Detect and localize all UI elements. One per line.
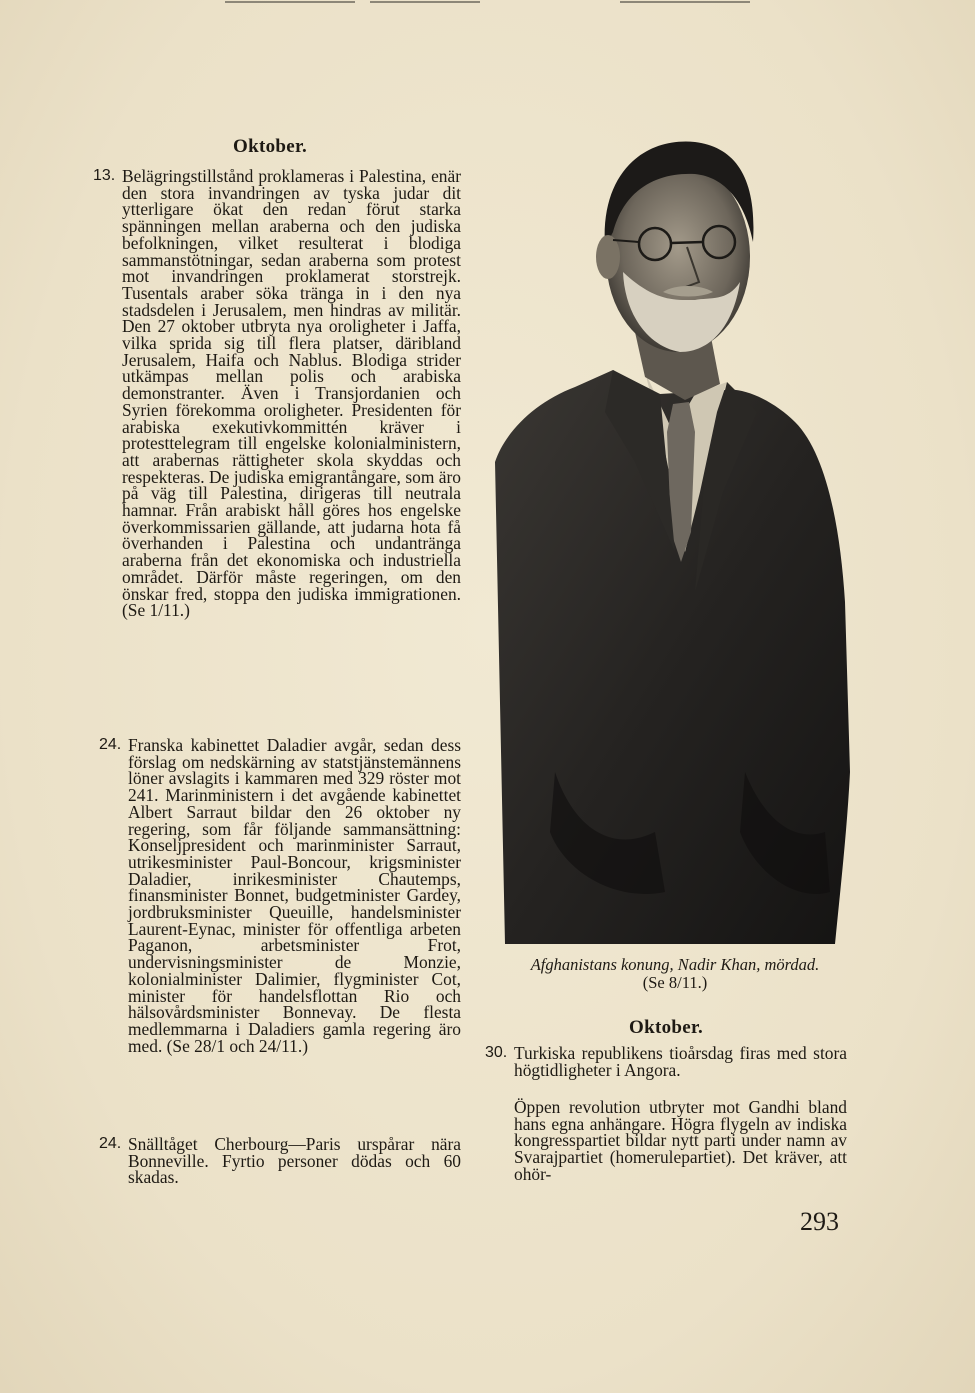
entry-text: Öppen revolution utbryter mot Gandhi bland hans egna anhängare. Högra flygeln av indiska kongresspartiet bildar nytt parti under namn av Svarajpartiet (homerulepartiet). Det kräver, att ohör- (514, 1097, 847, 1184)
top-rule (225, 1, 355, 3)
entry-text: Belägringstillstånd proklameras i Palestina, enär den stora invandringen av tyska judar dit ytterligare ökat den redan förut starka spänningen mellan araberna och den judiska befolkningen, vilket resulterat i blodiga sammanstötningar, sedan araberna som protest mot invandringen proklamerat storstrejk. Tusentals araber söka tränga in i den nya stadsdelen i Jerusalem, men hindras av militär. Den 27 oktober utbryta nya oroligheter i Jaffa, vilka sprida sig till flera platser, däribland Jerusalem, Haifa och Nablus. Blodiga strider utkämpas mellan polis och arabiska demonstranter. Även i Transjordanien och Syrien förekomma oroligheter. Presidenten för arabiska exekutivkommittén kräver i protesttelegram till engelske kolonialministern, att arabernas rättigheter skola skyddas och respekteras. De judiska emigrantångare, som äro på väg till Palestina, dirigeras till neutrala hamnar. Från arabiskt håll göres hos engelske överkommissarien gällande, att judarna hota få överhanden i Palestina och undantränga araberna från det ekonomiska och industriella området. Därför måste regeringen, om den önskar fred, stoppa den judiska immigrationen. (Se 1/11.) (122, 166, 461, 621)
portrait-photo (495, 132, 855, 944)
entry-date: 13. (93, 167, 116, 184)
entry-snalltaget (99, 1134, 461, 1188)
entry-kabinettet (99, 735, 461, 1056)
section-heading-right: Oktober. (629, 1017, 704, 1038)
entry-date: 24. (99, 1135, 122, 1152)
entry-gandhi (514, 1099, 847, 1183)
entry-turkiska (485, 1043, 847, 1080)
top-rule (620, 1, 750, 3)
entry-date: 24. (99, 736, 122, 753)
entry-text: Turkiska republikens tioårsdag firas med stora högtidligheter i Angora. (514, 1043, 847, 1080)
entry-text: Franska kabinettet Daladier avgår, sedan dess förslag om nedskärning av statstjänstemännens löner avslagits i kammaren med 329 röster mot 241. Marinministern i det avgående kabinettet Albert Sarraut bildar den 26 oktober ny regering, som får följande sammansättning: Konseljpresident och marinminister Sarraut, utrikesminister Paul-Boncour, krigsminister Daladier, inrikesminister Chautemps, finansminister Bonnet, budgetminister Gardey, jordbruksminister Queuille, handelsminister Laurent-Eynac, minister för offentliga arbeten Paganon, arbetsminister Frot, undervisningsminister de Monzie, kolonialminister Dalimier, flygminister Cot, minister för handelsflottan Rio och hälsovårdsminister Bonnevay. De flesta medlemmarna i Daladiers gamla regering äro med. (Se 28/1 och 24/11.) (128, 735, 461, 1056)
entry-palestina (93, 166, 461, 621)
top-rule (370, 1, 480, 3)
caption-title: Afghanistans konung, Nadir Khan, mördad. (530, 955, 820, 974)
glasses-bridge (671, 242, 703, 243)
section-heading-left: Oktober. (233, 136, 308, 157)
page-number: 293 (800, 1207, 839, 1236)
entry-date: 30. (485, 1044, 508, 1061)
photo-caption (500, 956, 850, 992)
ear (596, 235, 620, 279)
caption-reference: (Se 8/11.) (642, 973, 708, 992)
entry-text: Snälltåget Cherbourg—Paris urspårar nära Bonneville. Fyrtio personer dödas och 60 skadas. (128, 1134, 461, 1188)
